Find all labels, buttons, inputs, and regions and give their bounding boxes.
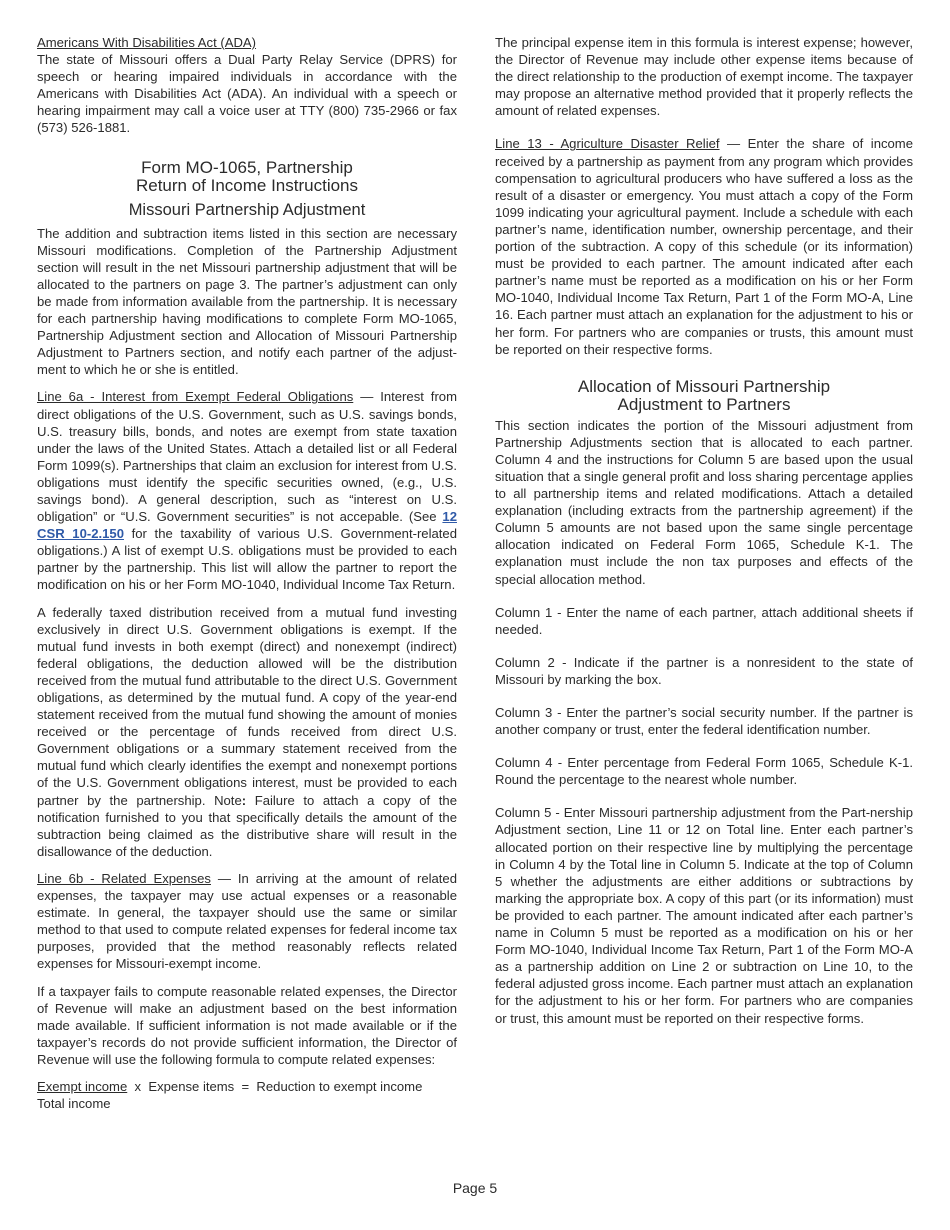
intro-paragraph: The addition and subtraction items listed in this section are necessary Missouri modifications. Completion of the Partnership Adjustment section will result in the net Missouri partnership adjustment that will be allocated to the partners on page 3. The partner’s adjustment can only be made from information available from the partnership. It is necessary for each partnership having modifications to complete Form MO-1065, Partnership Adjustment section and Allocation of Missouri Partnership Adjustment to Partners section, and notify each partner of the adjust-ment to which he or she is entitled. bbox=[37, 225, 457, 378]
line6b-text: — In arriving at the amount of related expenses, the taxpayer may use actual expenses or a reasonable estimate. In general, the taxpayer should use the same or similar method to that used to compute related expenses for federal income tax purposes, provided that the method reasonably reflects related expenses for Missouri-exempt income. bbox=[37, 870, 457, 972]
column-3-paragraph: Column 3 - Enter the partner’s social security number. If the partner is another company or trust, enter the federal identification number. bbox=[495, 705, 913, 738]
fails-paragraph: If a taxpayer fails to compute reasonable related expenses, the Director of Revenue will make an adjustment based on the best information made available. If sufficient information is not made available or if the taxpayer’s records do not provide sufficient information, the Director of Revenue will use the following formula to compute related expenses: bbox=[37, 983, 457, 1067]
page-number: Page 5 bbox=[452, 1180, 498, 1196]
related-expense-formula bbox=[37, 1078, 457, 1112]
formula-numerator: Exempt income bbox=[37, 1078, 128, 1094]
column-4-paragraph: Column 4 - Enter percentage from Federal Form 1065, Schedule K-1. Round the percentage to the nearest whole number. bbox=[495, 755, 913, 788]
line6a-text-2: for the taxability of various U.S. Government-related obligations.) A list of exempt U.S. obligations must be provided to each partner by the partnership. This list will allow the partner to report the modification on his or her Form MO-1040, Individual Income Tax Return. bbox=[37, 526, 457, 593]
mutual-fund-text-1: A federally taxed distribution received from a mutual fund investing exclusively in direct U.S. Government obligations is exempt. If the mutual fund invests in both exempt (direct) and nonexempt (indirect) federal obligations, the deduction allowed will be the distribution received from the mutual fund attributable to the direct U.S. Government obligations, as determined by the mutual fund. A copy of the year-end statement received from the mutual fund showing the amount of monies received or the percentage of funds received from direct U.S. Government obligations or a summary statement received from the mutual fund which clearly identifies the exempt and nonexempt portions of the U.S. Government obligations interest, must be provided to each partner by the partnership. Note bbox=[37, 604, 457, 808]
csr-link[interactable]: 12 CSR 10-2.150 bbox=[37, 509, 457, 542]
line13-heading: Line 13 - Agriculture Disaster Relief bbox=[495, 136, 720, 152]
column-5-paragraph: Column 5 - Enter Missouri partnership adjustment from the Part-nership Adjustment section, Line 11 or 12 on Total line. Enter each partner’s allocated portion on their respective line by multiplying the percentage in Column 4 by the Total line in Column 5. Indicate at the top of Column 5 whether the adjustments are either additions or subtractions by marking the appropriate box. A copy of this part (or its information) must be provided to each partner. The amount indicated after each partner’s name in Column 5 must be reported as a modification on his or her Form MO-1040, Individual Income Tax Return, Part 1 of the Form MO-A as a partnership addition on Line 2 or subtraction on Line 10, to the federal adjusted gross income. Each partner must attach an explanation for the adjustment to his or her form. For partners who are companies or trust, this amount must be reported on their respective forms. bbox=[495, 805, 913, 1026]
line6b-paragraph bbox=[37, 870, 457, 973]
formula-rest: x Expense items = Reduction to exempt income bbox=[127, 1078, 423, 1094]
principal-paragraph: The principal expense item in this formula is interest expense; however, the Director of Revenue may include other expense items because of the direct relationship to the production of exempt income. The taxpayer may propose an alternative method provided that it properly reflects the amount of related expenses. bbox=[495, 35, 913, 119]
form-title-1: Form MO-1065, Partnership bbox=[141, 157, 353, 177]
line6a-text-1: — Interest from direct obligations of the U.S. Government, such as U.S. savings bonds, U.S. treasury bills, bonds, and notes are exempt from state taxation under the laws of the United States. Attach a detailed list or all Federal Form 1099(s). Partnerships that claim an exclusion for interest from U.S. obligations must identify the specific securities owned, (e.g., U.S. savings bond). A general description, such as “interest on U.S. obligation” or “U.S. Government securities” is not accepable. (See bbox=[37, 389, 457, 525]
note-colon: : bbox=[241, 792, 247, 808]
form-title-2: Return of Income Instructions bbox=[135, 175, 359, 195]
right-column bbox=[495, 34, 913, 1037]
ada-section bbox=[37, 34, 457, 137]
column-1-paragraph: Column 1 - Enter the name of each partner, attach additional sheets if needed. bbox=[495, 604, 913, 637]
ada-title: Americans With Disabilities Act (ADA) bbox=[37, 35, 257, 50]
mutual-fund-text-2: Failure to attach a copy of the notification furnished to you that specifically details the amount of the subtraction being claimed as the distributive share will result in the disallowance of the deduction. bbox=[37, 792, 457, 859]
line6b-heading: Line 6b - Related Expenses bbox=[37, 870, 211, 886]
line6a-paragraph bbox=[37, 388, 457, 593]
line13-paragraph bbox=[495, 135, 913, 357]
line13-text: — Enter the share of income received by a partnership as payment from any program which provides compensation to agricultural producers who have suffered a loss as the result of a disaster or emergency. You must attach a copy of the Form 1099 indicating your agricultural payment. Include a schedule with each partner’s name, identification number, ownership percentage, and their portion of the subtraction. A copy of this schedule (or its information) must be provided to each partner. The amount indicated after each partner’s name must be reported as a modification on his or her Form MO-1040, Individual Income Tax Return, Part 1 of the Form MO-A, Line 16. Each partner must attach an explanation for the adjustment to his or her form. For partners who are companies or trusts, this amount must be reported on their respective forms. bbox=[495, 136, 913, 357]
left-column bbox=[37, 34, 457, 1112]
section-title: Missouri Partnership Adjustment bbox=[128, 200, 366, 219]
mutual-fund-paragraph bbox=[37, 604, 457, 860]
formula-denominator: Total income bbox=[37, 1096, 111, 1112]
alloc-paragraph: This section indicates the portion of the Missouri adjustment from Partnership Adjustments section that is allocated to each partner. Column 4 and the instructions for Column 5 are based upon the usual situation that a single general profit and loss sharing percentage applies to all partnership items and related modifications. Attach a detailed explanation (including extracts from the partnership agreement) if the Column 5 amounts are not based upon the same single percentage allocation indicated on Federal Form 1065, Schedule K-1. The explanation must include the non tax purposes and effects of the special allocation method. bbox=[495, 417, 913, 587]
ada-text: The state of Missouri offers a Dual Party Relay Service (DPRS) for speech or hearing impaired individuals in accordance with the Americans with Disabilities Act (ADA). An individual with a speech or hearing impairment may call a voice user at TTY (800) 735-2966 or fax (573) 526-1881. bbox=[37, 52, 457, 136]
alloc-title-1: Allocation of Missouri Partnership bbox=[577, 376, 831, 396]
alloc-title-2: Adjustment to Partners bbox=[617, 394, 791, 414]
line6a-heading: Line 6a - Interest from Exempt Federal Obligations bbox=[37, 389, 354, 405]
column-2-paragraph: Column 2 - Indicate if the partner is a nonresident to the state of Missouri by marking the box. bbox=[495, 654, 913, 687]
